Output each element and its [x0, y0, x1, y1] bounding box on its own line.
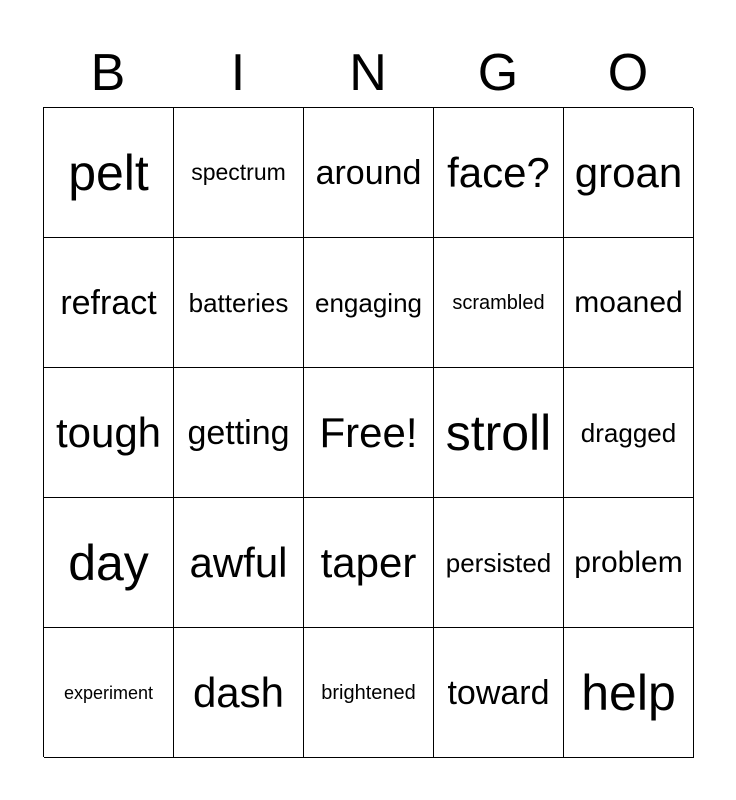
bingo-free-space: Free! — [304, 368, 434, 498]
bingo-cell: taper — [304, 498, 434, 628]
bingo-cell: engaging — [304, 238, 434, 368]
header-letter-b: B — [90, 44, 126, 102]
bingo-cell: scrambled — [434, 238, 564, 368]
bingo-cell: dash — [174, 628, 304, 758]
bingo-cell: getting — [174, 368, 304, 498]
bingo-cell: stroll — [434, 368, 564, 498]
bingo-cell: awful — [174, 498, 304, 628]
header-letter-g: G — [477, 44, 519, 102]
bingo-cell: dragged — [564, 368, 694, 498]
bingo-cell: toward — [434, 628, 564, 758]
bingo-cell: problem — [564, 498, 694, 628]
bingo-cell: help — [564, 628, 694, 758]
bingo-cell: persisted — [434, 498, 564, 628]
bingo-cell: spectrum — [174, 108, 304, 238]
bingo-header — [43, 40, 693, 106]
bingo-cell: refract — [44, 238, 174, 368]
bingo-cell: tough — [44, 368, 174, 498]
bingo-cell: day — [44, 498, 174, 628]
header-letter-o: O — [607, 44, 649, 102]
bingo-card-grid — [43, 107, 693, 757]
bingo-cell: pelt — [44, 108, 174, 238]
bingo-cell: around — [304, 108, 434, 238]
bingo-cell: batteries — [174, 238, 304, 368]
bingo-cell: brightened — [304, 628, 434, 758]
bingo-cell: moaned — [564, 238, 694, 368]
bingo-cell: groan — [564, 108, 694, 238]
header-letter-i: I — [230, 44, 246, 102]
bingo-cell: experiment — [44, 628, 174, 758]
bingo-cell: face? — [434, 108, 564, 238]
header-letter-n: N — [349, 44, 387, 102]
